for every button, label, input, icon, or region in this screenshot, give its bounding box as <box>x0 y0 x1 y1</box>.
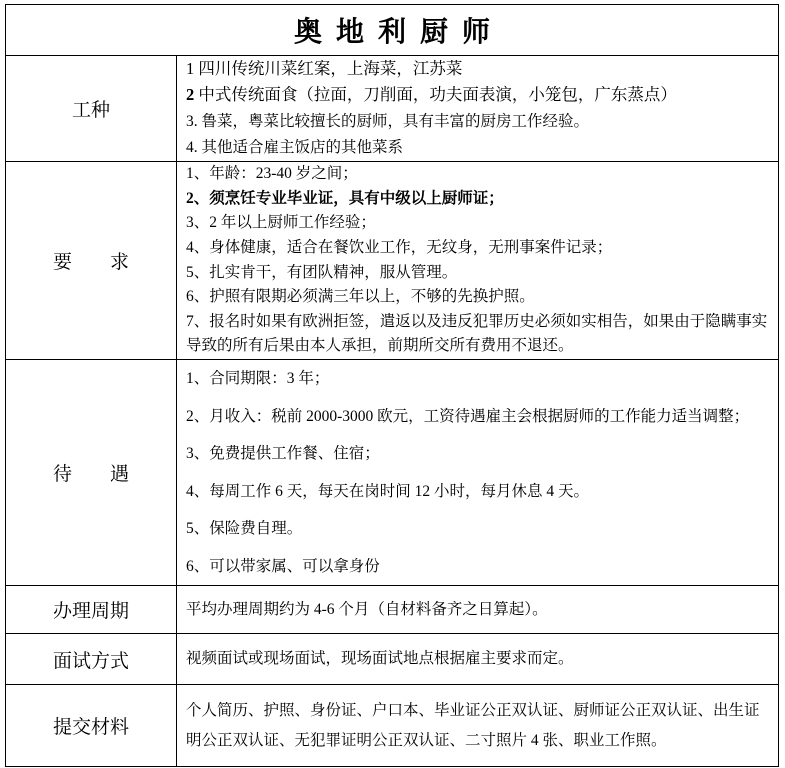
content-line <box>186 211 773 236</box>
document-title: 奥地利厨师 <box>293 17 504 48</box>
content-line <box>186 135 773 161</box>
text-part: 6、护照有限期必须满三年以上，不够的先换护照。 <box>186 288 535 306</box>
row-label-materials: 提交材料 <box>6 685 177 766</box>
content-line <box>186 56 773 82</box>
text-part: 中式传统面食（拉面，刀削面，功夫面表演，小笼包，广东蒸点） <box>194 85 677 105</box>
title-row <box>6 5 778 56</box>
row-content-benefits <box>177 360 778 585</box>
text-part: 个人简历、护照、身份证、户口本、毕业证公正双认证、厨师证公正双认证、出生证明公正双认证、无犯罪证明公正双认证、二寸照片 4 张、职业工作照。 <box>186 701 760 749</box>
text-part: 1、年龄：23-40 岁之间； <box>186 165 358 183</box>
content-line <box>186 261 773 286</box>
row-period <box>6 586 778 634</box>
row-content-materials <box>177 685 778 766</box>
job-posting-table <box>5 4 779 767</box>
text-part: 5、扎实肯干，有团队精神，服从管理。 <box>186 263 458 281</box>
content-line <box>186 162 773 187</box>
content-line <box>186 187 773 212</box>
row-job-type <box>6 56 778 162</box>
row-label-period: 办理周期 <box>6 586 177 633</box>
row-materials <box>6 685 778 766</box>
row-interview <box>6 634 778 685</box>
content-line <box>186 435 773 473</box>
content-line <box>186 548 773 586</box>
text-part: 6、可以带家属、可以拿身份 <box>186 557 380 575</box>
content-line <box>186 598 773 622</box>
content-line <box>186 236 773 261</box>
text-part: 4、每周工作 6 天，每天在岗时间 12 小时，每月休息 4 天。 <box>186 482 590 500</box>
text-part: 2、须烹饪专业毕业证，具有中级以上厨师证； <box>186 189 504 207</box>
content-line <box>186 82 773 108</box>
content-line <box>186 647 773 671</box>
row-requirements <box>6 162 778 360</box>
text-part: 1、合同期限：3 年； <box>186 370 330 387</box>
text-part: 平均办理周期约为 4-6 个月（自材料备齐之日算起）。 <box>186 600 548 618</box>
content-line <box>186 109 773 135</box>
content-line <box>186 696 773 756</box>
text-part: 4、身体健康，适合在餐饮业工作，无纹身，无刑事案件记录； <box>186 238 613 256</box>
row-benefits <box>6 360 778 586</box>
content-line <box>186 398 773 436</box>
text-part: 视频面试或现场面试，现场面试地点根据雇主要求而定。 <box>186 650 574 667</box>
row-label-requirements: 要 求 <box>6 162 177 359</box>
row-content-period <box>177 586 778 633</box>
text-part: 5、保险费自理。 <box>186 520 303 537</box>
row-content-job-type <box>177 56 778 161</box>
content-line <box>186 510 773 548</box>
text-part: 3、2 年以上厨师工作经验； <box>186 214 376 232</box>
text-part: 2 <box>186 85 195 105</box>
row-content-interview <box>177 634 778 684</box>
row-content-requirements <box>177 162 778 359</box>
content-line <box>186 360 773 398</box>
content-line <box>186 285 773 310</box>
content-line <box>186 310 773 359</box>
row-label-job-type: 工种 <box>6 56 177 161</box>
text-part: 1 四川传统川菜红案，上海菜，江苏菜 <box>186 59 463 79</box>
text-part: 4. 其他适合雇主饭店的其他菜系 <box>186 138 404 156</box>
content-line <box>186 473 773 511</box>
text-part: 7、报名时如果有欧洲拒签，遣返以及违反犯罪历史必须如实相告，如果由于隐瞒事实导致的所有后果由本人承担，前期所交所有费用不退还。 <box>186 312 768 355</box>
text-part: 3、免费提供工作餐、住宿； <box>186 445 380 462</box>
text-part: 3. 鲁菜，粤菜比较擅长的厨师，具有丰富的厨房工作经验。 <box>186 112 590 130</box>
row-label-interview: 面试方式 <box>6 634 177 684</box>
text-part: 2、月收入：税前 2000-3000 欧元，工资待遇雇主会根据厨师的工作能力适当调整； <box>186 407 750 425</box>
row-label-benefits: 待 遇 <box>6 360 177 585</box>
